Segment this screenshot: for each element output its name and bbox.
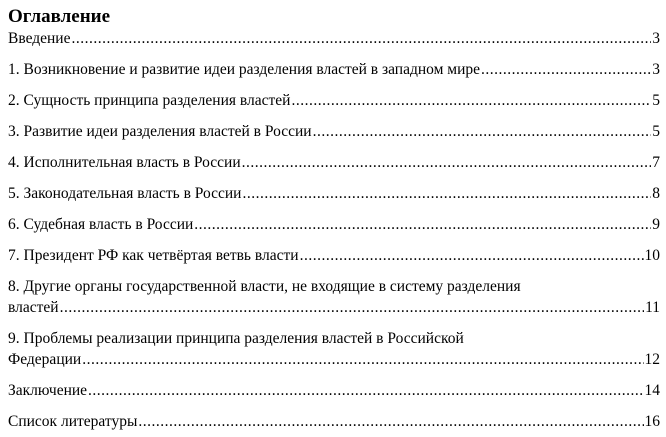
dot-leader [88,380,643,401]
toc-entry-label: Заключение [8,382,88,399]
toc-entry-8[interactable] [8,276,660,318]
dot-leader [300,245,644,266]
dot-leader [82,349,643,370]
dot-leader [481,59,651,80]
toc-entry-page: 11 [645,299,660,316]
toc-entry-page: 3 [652,30,660,47]
toc-entry-label: Список литературы [8,413,138,430]
toc-entry-5[interactable] [8,183,660,204]
toc-entry-label: 1. Возникновение и развитие идеи разделения властей в западном мире [8,61,481,78]
toc-entry-page: 8 [652,185,660,202]
toc-entry-label: 3. Развитие идеи разделения властей в России [8,123,312,140]
table-of-contents [8,6,660,432]
toc-title: Оглавление [8,6,111,27]
toc-entry-2[interactable] [8,90,660,111]
dot-leader [291,90,651,111]
toc-entry-6[interactable] [8,214,660,235]
toc-entry-9[interactable] [8,328,660,370]
toc-entry-page: 7 [652,154,660,171]
toc-entry-page: 9 [652,216,660,233]
dot-leader [194,214,651,235]
toc-entry-label: 6. Судебная власть в России [8,216,194,233]
toc-entry-conclusion[interactable] [8,380,660,401]
toc-entry-label-line2: Федерации [8,351,82,368]
toc-entry-label: 4. Исполнительная власть в России [8,154,241,171]
dot-leader [313,121,652,142]
toc-entry-references[interactable] [8,411,660,432]
toc-entry-label: 2. Сущность принципа разделения властей [8,92,291,109]
toc-entry-page: 3 [652,61,660,78]
toc-entry-page: 16 [644,413,660,430]
dot-leader [242,152,652,173]
toc-entry-label-line1: 8. Другие органы государственной власти, не входящие в систему разделения [8,278,521,295]
toc-entry-page: 14 [644,382,660,399]
toc-entry-page: 12 [644,351,660,368]
toc-entry-introduction[interactable] [8,28,660,49]
toc-entry-label-line1: 9. Проблемы реализации принципа разделения властей в Российской [8,330,464,347]
dot-leader [242,183,651,204]
toc-entry-label: 5. Законодательная власть в России [8,185,242,202]
toc-entry-label: Введение [8,30,71,47]
toc-entry-3[interactable] [8,121,660,142]
toc-entry-label-line2: властей [8,299,59,316]
dot-leader [138,411,643,432]
dot-leader [60,297,645,318]
toc-entry-1[interactable] [8,59,660,80]
toc-entry-page: 10 [644,247,660,264]
toc-entry-4[interactable] [8,152,660,173]
toc-entry-page: 5 [652,123,660,140]
toc-entry-page: 5 [652,92,660,109]
toc-entry-7[interactable] [8,245,660,266]
toc-entry-label: 7. Президент РФ как четвёртая ветвь власти [8,247,299,264]
dot-leader [71,28,651,49]
